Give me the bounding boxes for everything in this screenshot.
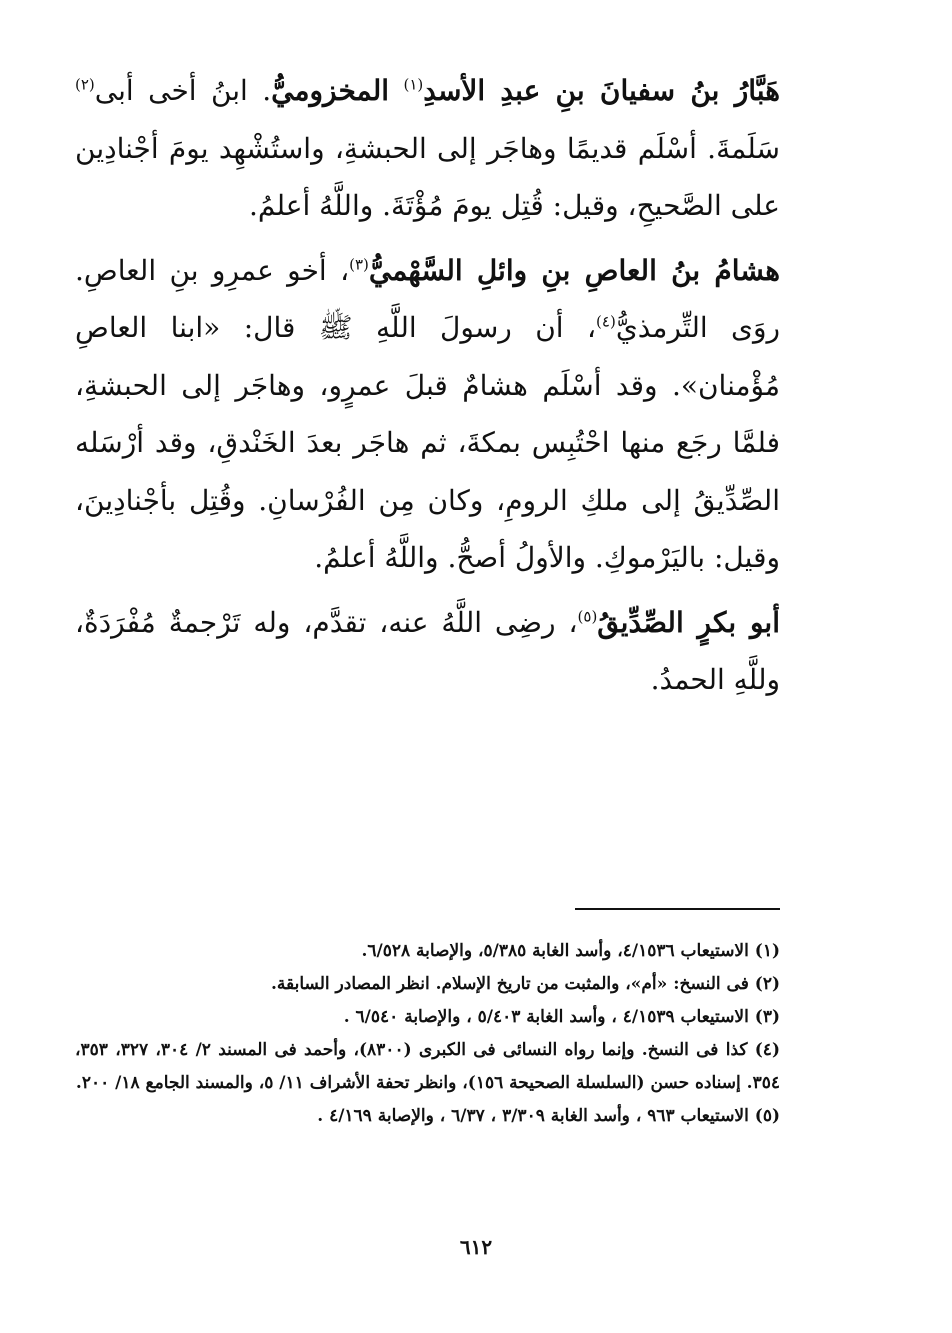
footnote: (٥) الاستيعاب ٩٦٣ ، وأسد الغابة ٣/٣٠٩ ، ٦/٣٧ ، والإصابة ٤/١٦٩ . bbox=[317, 1106, 780, 1126]
entry-heading: أبو بكرٍ الصِّدِّيقُ bbox=[597, 605, 780, 639]
entry-heading: هَبَّارُ بنُ سفيانَ بنِ عبدِ الأسدِ bbox=[423, 74, 781, 107]
entry-text: سَلَمةَ. أسْلَم قديمًا وهاجَر إلى الحبشةِ، واستُشْهِد يومَ أجْنادِين على الصَّحيحِ، وقيل: قُتِل يومَ مُؤْتَةَ. واللَّهُ أعلمُ. bbox=[75, 131, 780, 222]
entry-text: ، أخو عمرِو بنِ العاصِ. روَى التِّرمذيُّ bbox=[75, 253, 780, 344]
entry-text: ، رضِى اللَّهُ عنه، تقدَّم، وله تَرْجمةٌ مُفْرَدَةٌ، وللَّهِ الحمدُ. bbox=[75, 605, 780, 696]
footnote-ref: (٢) bbox=[75, 75, 95, 94]
entry-abu-bakr bbox=[75, 594, 780, 709]
entry-habbar bbox=[75, 62, 780, 235]
entry-heading: المخزوميُّ bbox=[271, 74, 390, 107]
page-number: ٦١٢ bbox=[459, 1235, 493, 1259]
entry-text: ، أن رسولَ اللَّهِ ﷺ قال: «ابنا العاصِ مُؤْمنان». وقد أسْلَم هشامٌ قبلَ عمرٍو، وهاجَر إلى الحبشةِ، فلمَّا رجَع منها احْتُبِس بمكةَ، ثم هاجَر بعدَ الخَنْدقِ، وقد أرْسَله الصِّدِّيقُ إلى ملكِ الرومِ، وكان مِن الفُرْسانِ. وقُتِل بأجْنادِينَ، وقيل: باليَرْموكِ. والأولُ أصحُّ. واللَّهُ أعلمُ. bbox=[75, 311, 780, 574]
footnote: (٣) الاستيعاب ٤/١٥٣٩ ، وأسد الغابة ٥/٤٠٣ ، والإصابة ٦/٥٤٠ . bbox=[343, 1007, 780, 1027]
footnote-ref: (٥) bbox=[577, 607, 598, 626]
footnote-ref: (٤) bbox=[596, 312, 616, 331]
footnote-ref: (٣) bbox=[349, 255, 369, 274]
main-text bbox=[75, 62, 780, 716]
entry-text: . ابنُ أخى أبى bbox=[94, 74, 272, 107]
footnote-separator bbox=[575, 908, 780, 910]
footnote: (٤) كذا فى النسخ. وإنما رواه النسائى فى الكبرى (٨٣٠٠)، وأحمد فى المسند ٢/ ٣٠٤، ٣٢٧، ٣٥٣، ٣٥٤. إسناده حسن (السلسلة الصحيحة ١٥٦)، وانظر تحفة الأشراف ١١/ ٥، والمسند الجامع ١٨/ ٢٠٠. bbox=[75, 1040, 780, 1093]
footnote: (٢) فى النسخ: «أم»، والمثبت من تاريخ الإسلام. انظر المصادر السابقة. bbox=[271, 974, 780, 994]
entry-hisham bbox=[75, 242, 780, 587]
footnote-ref: (١) bbox=[403, 75, 424, 94]
entry-heading: هشامُ بنُ العاصِ بنِ وائلِ السَّهْميُّ bbox=[368, 253, 781, 287]
footnote: (١) الاستيعاب ٤/١٥٣٦، وأسد الغابة ٥/٣٨٥، والإصابة ٦/٥٢٨. bbox=[361, 941, 780, 961]
footnotes bbox=[75, 935, 780, 1133]
